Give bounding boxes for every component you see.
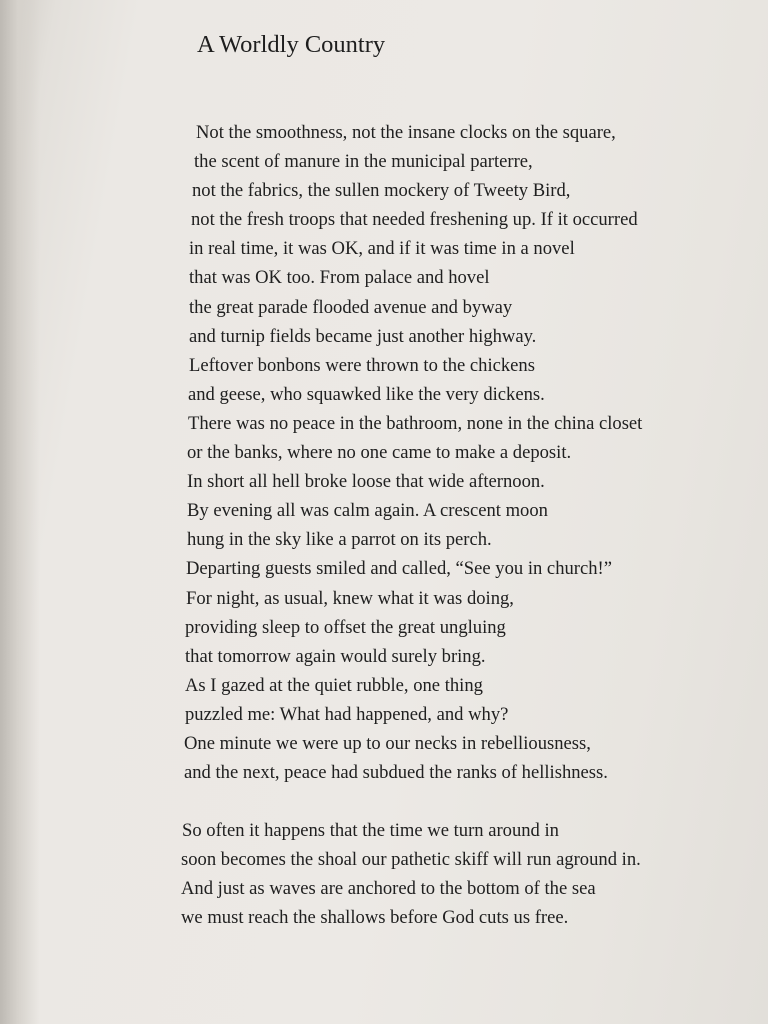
poem-line: There was no peace in the bathroom, none in the china closet xyxy=(188,412,643,434)
poem-line: we must reach the shallows before God cuts us free. xyxy=(181,907,569,929)
poem-line: And just as waves are anchored to the bottom of the sea xyxy=(181,878,596,900)
poem-line: For night, as usual, knew what it was doing, xyxy=(186,587,514,609)
poem-line: So often it happens that the time we turn around in xyxy=(182,820,559,841)
poem-line: and turnip fields became just another highway. xyxy=(189,325,537,347)
poem-line: that tomorrow again would surely bring. xyxy=(185,645,486,667)
poem-line: and the next, peace had subdued the ranks of hellishness. xyxy=(184,762,608,784)
poem-line: Leftover bonbons were thrown to the chickens xyxy=(189,354,535,376)
poem-line: the great parade flooded avenue and byway xyxy=(189,296,513,318)
stanza-2 xyxy=(0,816,641,932)
poem-line: soon becomes the shoal our pathetic skiff will run aground in. xyxy=(181,849,641,871)
poem-line: As I gazed at the quiet rubble, one thing xyxy=(185,674,483,696)
poem-line: hung in the sky like a parrot on its perch. xyxy=(187,529,492,551)
stanza-1 xyxy=(0,118,642,787)
poem-line: that was OK too. From palace and hovel xyxy=(189,267,490,289)
facing-page-bleed-through xyxy=(600,36,608,64)
poem-line: puzzled me: What had happened, and why? xyxy=(185,703,509,725)
poem-line: not the fresh troops that needed freshening up. If it occurred xyxy=(191,209,638,231)
poem-line: By evening all was calm again. A crescent moon xyxy=(187,500,548,522)
poem-line: In short all hell broke loose that wide afternoon. xyxy=(187,471,545,493)
poem-line: Departing guests smiled and called, “See you in church!” xyxy=(186,558,612,580)
poem-line: and geese, who squawked like the very dickens. xyxy=(188,383,545,405)
poem-title: A Worldly Country xyxy=(197,31,386,58)
poem-line: Not the smoothness, not the insane clocks on the square, xyxy=(196,122,616,143)
poem-line: providing sleep to offset the great ungluing xyxy=(185,616,506,638)
poem-line: the scent of manure in the municipal parterre, xyxy=(194,151,533,173)
poem-line: in real time, it was OK, and if it was time in a novel xyxy=(189,238,575,260)
poem-line: One minute we were up to our necks in rebelliousness, xyxy=(184,732,591,754)
poem-line: or the banks, where no one came to make a deposit. xyxy=(187,442,572,464)
poem-line: not the fabrics, the sullen mockery of Tweety Bird, xyxy=(192,180,571,202)
